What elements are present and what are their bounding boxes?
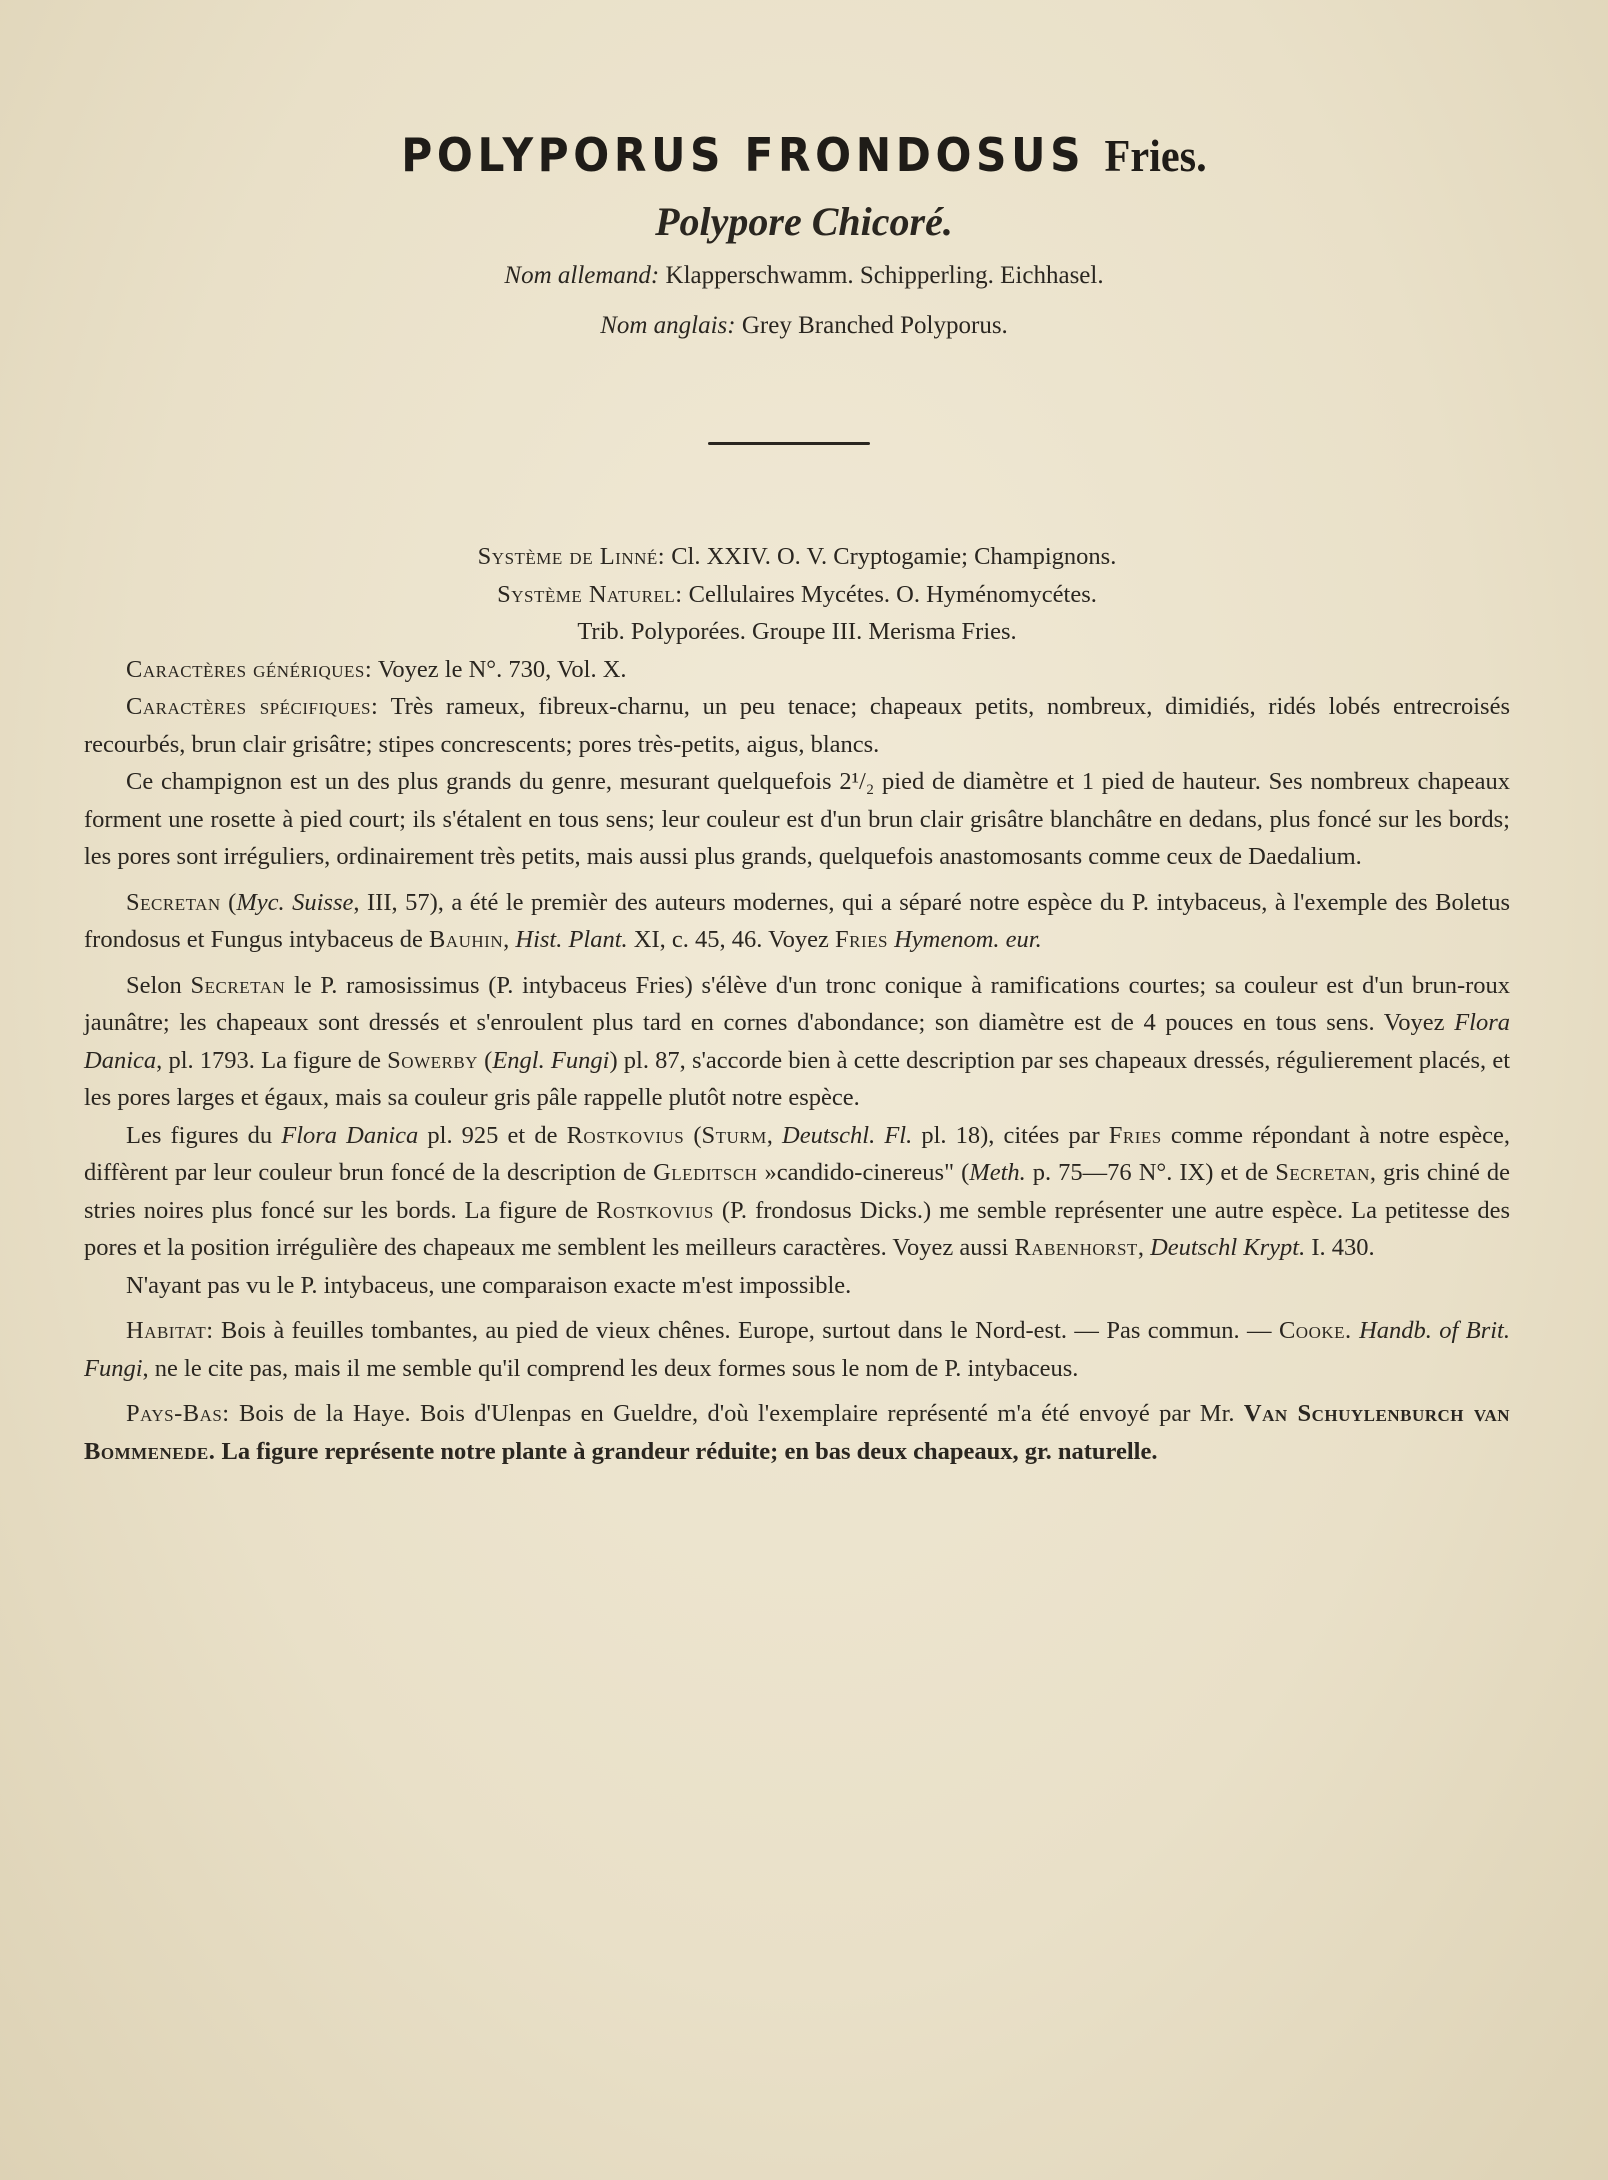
paragraph-pays-bas: [84, 1395, 1510, 1470]
paragraph-comparison: N'ayant pas vu le P. intybaceus, une comparaison exacte m'est impossible.: [126, 1271, 852, 1299]
author-name: Sowerby: [387, 1046, 478, 1074]
text-run: I. 430.: [1311, 1234, 1375, 1261]
naturel-label: Système Naturel:: [497, 580, 683, 608]
pays-bas-label: Pays-Bas:: [126, 1400, 230, 1427]
german-name-value: Klapperschwamm. Schipperling. Eichhasel.: [665, 262, 1104, 289]
reference: Deutschl. Fl.: [782, 1121, 913, 1149]
paragraph-description: Ce champignon est un des plus grands du genre, mesurant quelquefois 2¹/₂ pied de diamètre et 1 pied de hauteur. Ses nombreux chapeaux forment une rosette à pied court; ils s'étalent en tous sens; leur couleur est d'un brun clair grisâtre blanchâtre en dedans, plus foncé sur les bords; les pores sont irréguliers, ordinairement très petits, mais aussi plus grands, quelquefois anastomosants comme ceux de Daedalium.: [84, 768, 1510, 870]
text-run: Bois de la Haye. Bois d'Ulenpas en Gueldre, d'où l'exemplaire représenté m'a été envoyé par Mr.: [239, 1400, 1235, 1427]
linne-label: Système de Linné:: [477, 543, 666, 570]
text-run: XI, c. 45, 46. Voyez: [633, 926, 829, 953]
species-title: [64, 128, 1543, 182]
text-run: pl. 18), citées par: [921, 1121, 1100, 1149]
author-name: Rostkovius: [596, 1196, 714, 1224]
german-name-line: [0, 262, 1608, 290]
paragraph-secretan: Secretan (Myc. Suisse, III, 57), a été le premièr des auteurs modernes, qui a séparé notre espèce du P. intybaceus, à l'exemple des Boletus frondosus et Fungus intybaceus de Bauhin, Hist. Plant. XI, c. 45, 46. Voyez Fries Hymenom. eur.: [84, 888, 1510, 953]
author-name: Rabenhorst: [1014, 1234, 1138, 1261]
naturel-line: [84, 576, 1510, 614]
author-name: Bauhin: [429, 926, 504, 953]
author-name: Gleditsch: [653, 1159, 758, 1186]
text-run: pl. 925 et de: [427, 1121, 558, 1149]
body-text: [84, 538, 1510, 1470]
text-run: comme répondant à notre espèce, diffèrent par leur couleur brun foncé de la description de: [84, 1121, 1510, 1186]
author-name: Van Schuylenburch van Bommenede.: [84, 1400, 1511, 1465]
text-run: Les figures du: [126, 1121, 273, 1149]
reference: Handb. of Brit. Fungi: [84, 1317, 1510, 1382]
text-run: Selon: [126, 971, 182, 999]
paragraph-figures: Les figures du Flora Danica pl. 925 et de Rostkovius (Sturm, Deutschl. Fl. pl. 18), citées par Fries comme répondant à notre espèce, diffèrent par leur couleur brun foncé de la description de Gleditsch »candido-cinereus" (Meth. p. 75—76 N°. IX) et de Secretan, gris chiné de stries noires plus foncé sur les bords. La figure de Rostkovius (P. frondosus Dicks.) me semble représenter une autre espèce. La petitesse des pores et la position irrégulière des chapeaux me semblent les meilleurs caractères. Voyez aussi Rabenhorst, Deutschl Krypt. I. 430.: [84, 1121, 1511, 1261]
reference: Hist. Plant.: [515, 926, 628, 953]
author-name: Sturm: [701, 1121, 767, 1149]
generic-label: Caractères génériques:: [126, 655, 373, 683]
author-name: Rostkovius: [566, 1121, 685, 1149]
author-name: Fries: [1108, 1121, 1162, 1149]
generic-value: Voyez le N°. 730, Vol. X.: [377, 655, 627, 683]
common-name: Polypore Chicoré.: [655, 199, 953, 244]
author-name: Secretan: [126, 888, 221, 916]
title-genus-species: POLYPORUS FRONDOSUS: [401, 128, 1086, 182]
generic-characters: [84, 651, 1510, 689]
specific-characters: [84, 688, 1510, 763]
text-run: (P. frondosus Dicks.) me semble représenter une autre espèce. La petitesse des pores et la position irrégulière des chapeaux me semblent les meilleurs caractères. Voyez aussi: [84, 1196, 1511, 1261]
author-name: Cooke.: [1278, 1317, 1352, 1344]
reference: Flora Danica: [281, 1121, 419, 1149]
title-author: Fries.: [1104, 130, 1207, 181]
english-name-value: Grey Branched Polyporus.: [741, 312, 1008, 339]
reference: Meth.: [969, 1159, 1026, 1186]
german-name-label: Nom allemand:: [504, 262, 660, 289]
linne-line: [84, 538, 1510, 576]
text-run: , pl. 1793. La figure de: [156, 1046, 381, 1074]
english-name-line: [0, 312, 1608, 340]
text-run: Bois à feuilles tombantes, au pied de vieux chênes. Europe, surtout dans le Nord-est. — Pas commun. —: [220, 1317, 1272, 1344]
naturel-value: Cellulaires Mycétes. O. Hyménomycétes.: [688, 580, 1097, 608]
text-run: , gris chiné de stries noires plus foncé sur les bords. La figure de: [84, 1159, 1511, 1224]
text-run: ) pl. 87, s'accorde bien à cette description par ses chapeaux dressés, régulierement placés, et les pores larges et égaux, mais sa couleur gris pâle rappelle plutôt notre espèce.: [84, 1046, 1511, 1111]
reference: Flora Danica: [84, 1009, 1511, 1074]
divider-rule: [708, 442, 870, 445]
paragraph-habitat: [84, 1312, 1510, 1387]
author-name: Secretan: [190, 971, 286, 999]
text-run: La figure représente notre plante à grandeur réduite; en bas deux chapeaux, gr. naturelle.: [221, 1437, 1158, 1465]
reference: Myc. Suisse: [236, 888, 354, 916]
habitat-label: Habitat:: [126, 1317, 214, 1344]
text-run: le P. ramosissimus (P. intybaceus Fries) s'élève d'un tronc conique à ramifications courtes; sa couleur est d'un brun-roux jaunâtre; les chapeaux sont dressés et s'enroulent plus tard en cornes d'abondance; son diamètre est de 4 pouces en tous sens. Voyez: [84, 971, 1511, 1036]
text-run: , III, 57), a été le premièr des auteurs modernes, qui a séparé notre espèce du P. intybaceus, à l'exemple des Boletus frondosus et Fungus intybaceus de: [84, 888, 1510, 953]
specific-label: Caractères spécifiques:: [126, 693, 379, 720]
text-run: p. 75—76 N°. IX) et de: [1032, 1159, 1269, 1186]
text-run: »candido-cinereus" (: [764, 1159, 970, 1186]
tribe-line: Trib. Polyporées. Groupe III. Merisma Fries.: [577, 618, 1017, 645]
english-name-label: Nom anglais:: [600, 312, 736, 339]
text-run: , ne le cite pas, mais il me semble qu'il comprend les deux formes sous le nom de P. intybaceus.: [142, 1354, 1079, 1382]
reference: Hymenom. eur.: [894, 926, 1042, 953]
author-name: Secretan: [1275, 1159, 1370, 1186]
reference: Deutschl Krypt.: [1150, 1234, 1306, 1261]
linne-value: Cl. XXIV. O. V. Cryptogamie; Champignons.: [671, 543, 1117, 570]
paragraph-selon: Selon Secretan le P. ramosissimus (P. intybaceus Fries) s'élève d'un tronc conique à ramifications courtes; sa couleur est d'un brun-roux jaunâtre; les chapeaux sont dressés et s'enroulent plus tard en cornes d'abondance; son diamètre est de 4 pouces en tous sens. Voyez Flora Danica, pl. 1793. La figure de Sowerby (Engl. Fungi) pl. 87, s'accorde bien à cette description par ses chapeaux dressés, régulierement placés, et les pores larges et égaux, mais sa couleur gris pâle rappelle plutôt notre espèce.: [84, 971, 1511, 1111]
reference: Engl. Fungi: [492, 1046, 610, 1074]
author-name: Fries: [835, 926, 888, 953]
specific-value: Très rameux, fibreux-charnu, un peu tenace; chapeaux petits, nombreux, dimidiés, ridés lobés entrecroisés recourbés, brun clair grisâtre; stipes concrescents; pores très-petits, aigus, blancs.: [84, 693, 1511, 758]
